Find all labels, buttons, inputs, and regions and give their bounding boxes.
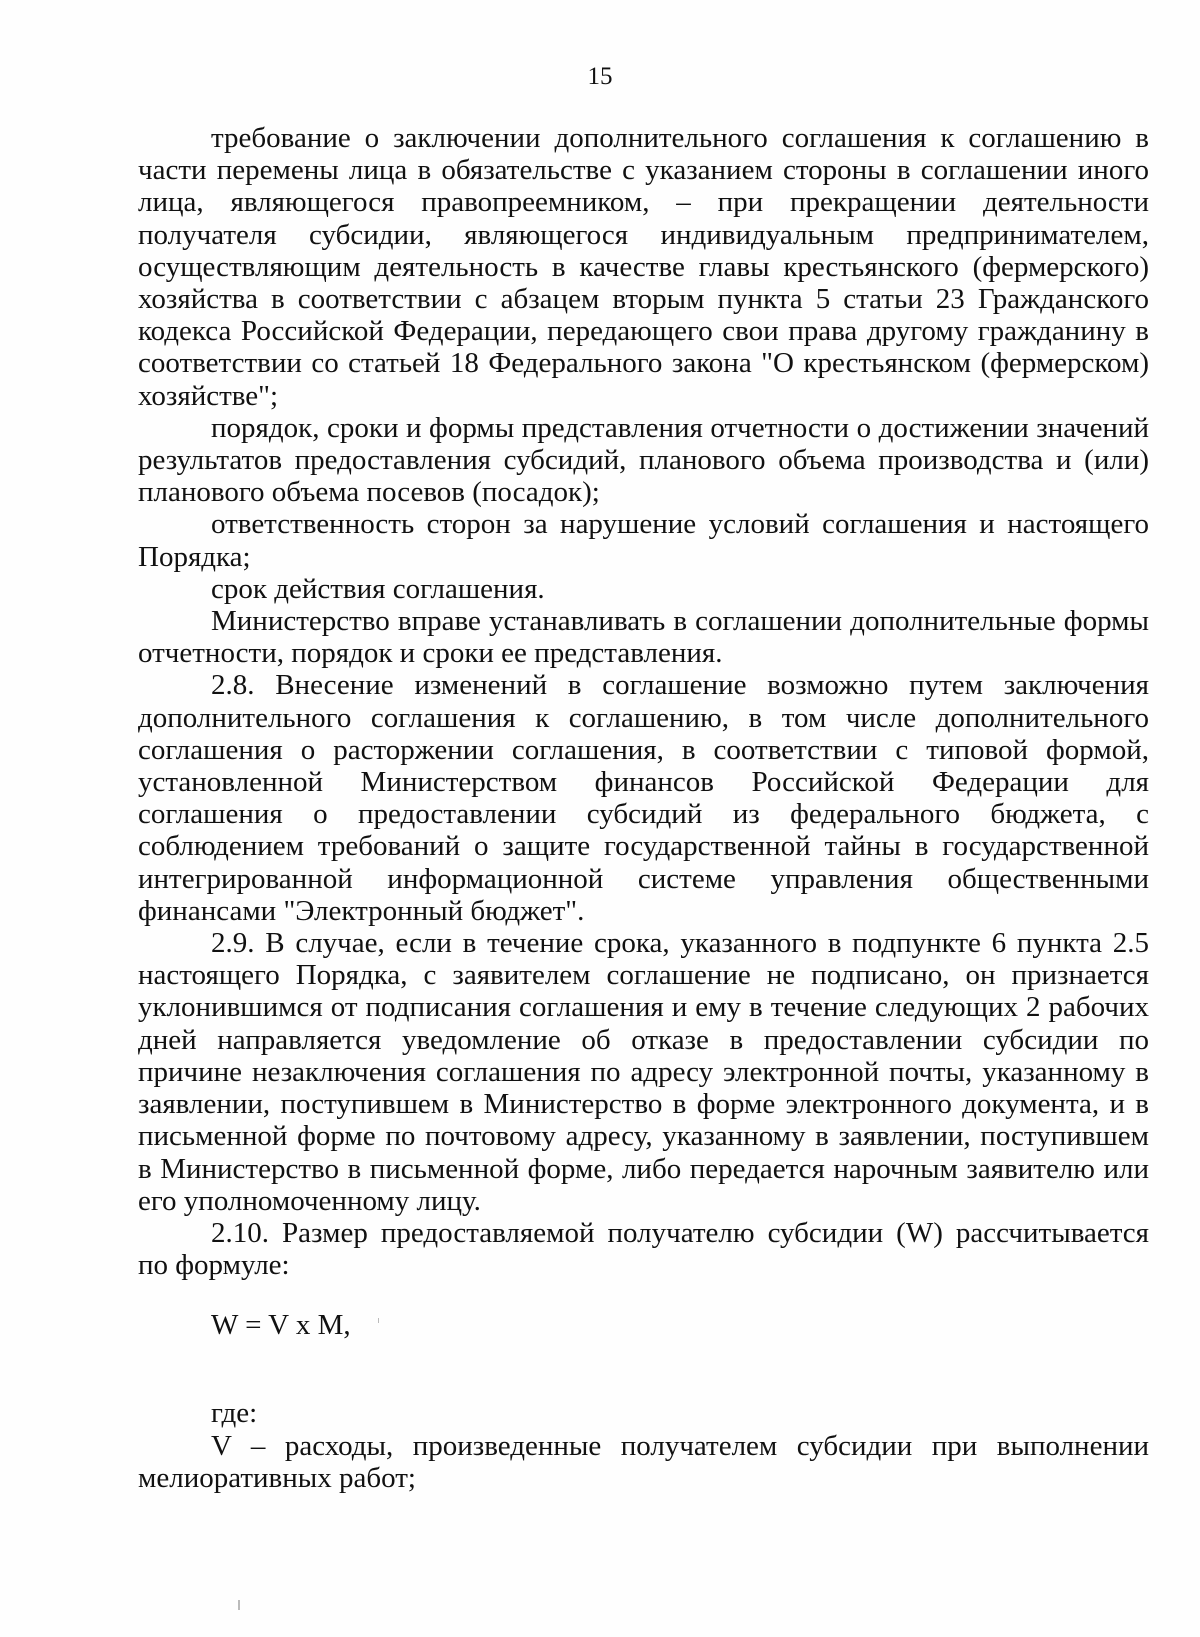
where-label: где: bbox=[211, 1397, 258, 1430]
variable-v-definition: V – расходы, произведенные получателем субсидии при выполнении мелиоративных работ; bbox=[138, 1429, 1149, 1494]
page-number: 15 bbox=[587, 63, 613, 90]
scan-artifact-mark bbox=[378, 1318, 379, 1323]
paragraph-2-9: 2.9. В случае, если в течение срока, указанного в подпункте 6 пункта 2.5 настоящего Порядка, с заявителем соглашение не подписано, он признается уклонившимся от подписания соглашения и ему в течение следующих 2 рабочих дней направляется уведомление об отказе в предоставлении субсидии по причине незаключения соглашения по адресу электронной почты, указанному в заявлении, поступившем в Министерство в форме электронного документа, и в письменной форме по почтовому адресу, указанному в заявлении, поступившем в Министерство в письменной форме, либо передается нарочным заявителю или его уполномоченному лицу. bbox=[138, 927, 1149, 1217]
paragraph-liability: ответственность сторон за нарушение условий соглашения и настоящего Порядка; bbox=[138, 508, 1149, 573]
paragraph-2-10: 2.10. Размер предоставляемой получателю субсидии (W) рассчитывается по формуле: bbox=[138, 1216, 1149, 1282]
paragraph-successor-requirement: требование о заключении дополнительного соглашения к соглашению в части перемены лица в обязательстве с указанием стороны в соглашении иного лица, являющегося правопреемником, – при прекращении деятельности получателя субсидии, являющегося индивидуальным предпринимателем, осуществляющим деятельность в качестве главы крестьянского (фермерского) хозяйства в соответствии с абзацем вторым пункта 5 статьи 23 Гражданского кодекса Российской Федерации, передающего свои права другому гражданину в соответствии со статьей 18 Федерального закона "О крестьянском (фермерском) хозяйстве"; bbox=[138, 122, 1149, 412]
paragraph-reporting-procedure: порядок, сроки и формы представления отчетности о достижении значений результатов предоставления субсидий, планового объема производства и (или) планового объема посевов (посадок); bbox=[138, 411, 1149, 509]
paragraph-agreement-term: срок действия соглашения. bbox=[211, 572, 545, 605]
document-body bbox=[138, 122, 1149, 1494]
scan-artifact-mark bbox=[238, 1600, 240, 1610]
paragraph-ministry-rights: Министерство вправе устанавливать в соглашении дополнительные формы отчетности, порядок и сроки ее представления. bbox=[138, 605, 1149, 670]
subsidy-formula: W = V x M, bbox=[211, 1309, 351, 1342]
paragraph-2-8: 2.8. Внесение изменений в соглашение возможно путем заключения дополнительного соглашения к соглашению, в том числе дополнительного соглашения о расторжении соглашения, в соответствии с типовой формой, установленной Министерством финансов Российской Федерации для соглашения о предоставлении субсидий из федерального бюджета, с соблюдением требований о защите государственной тайны в государственной интегрированной информационной системе управления общественными финансами "Электронный бюджет". bbox=[138, 669, 1149, 927]
